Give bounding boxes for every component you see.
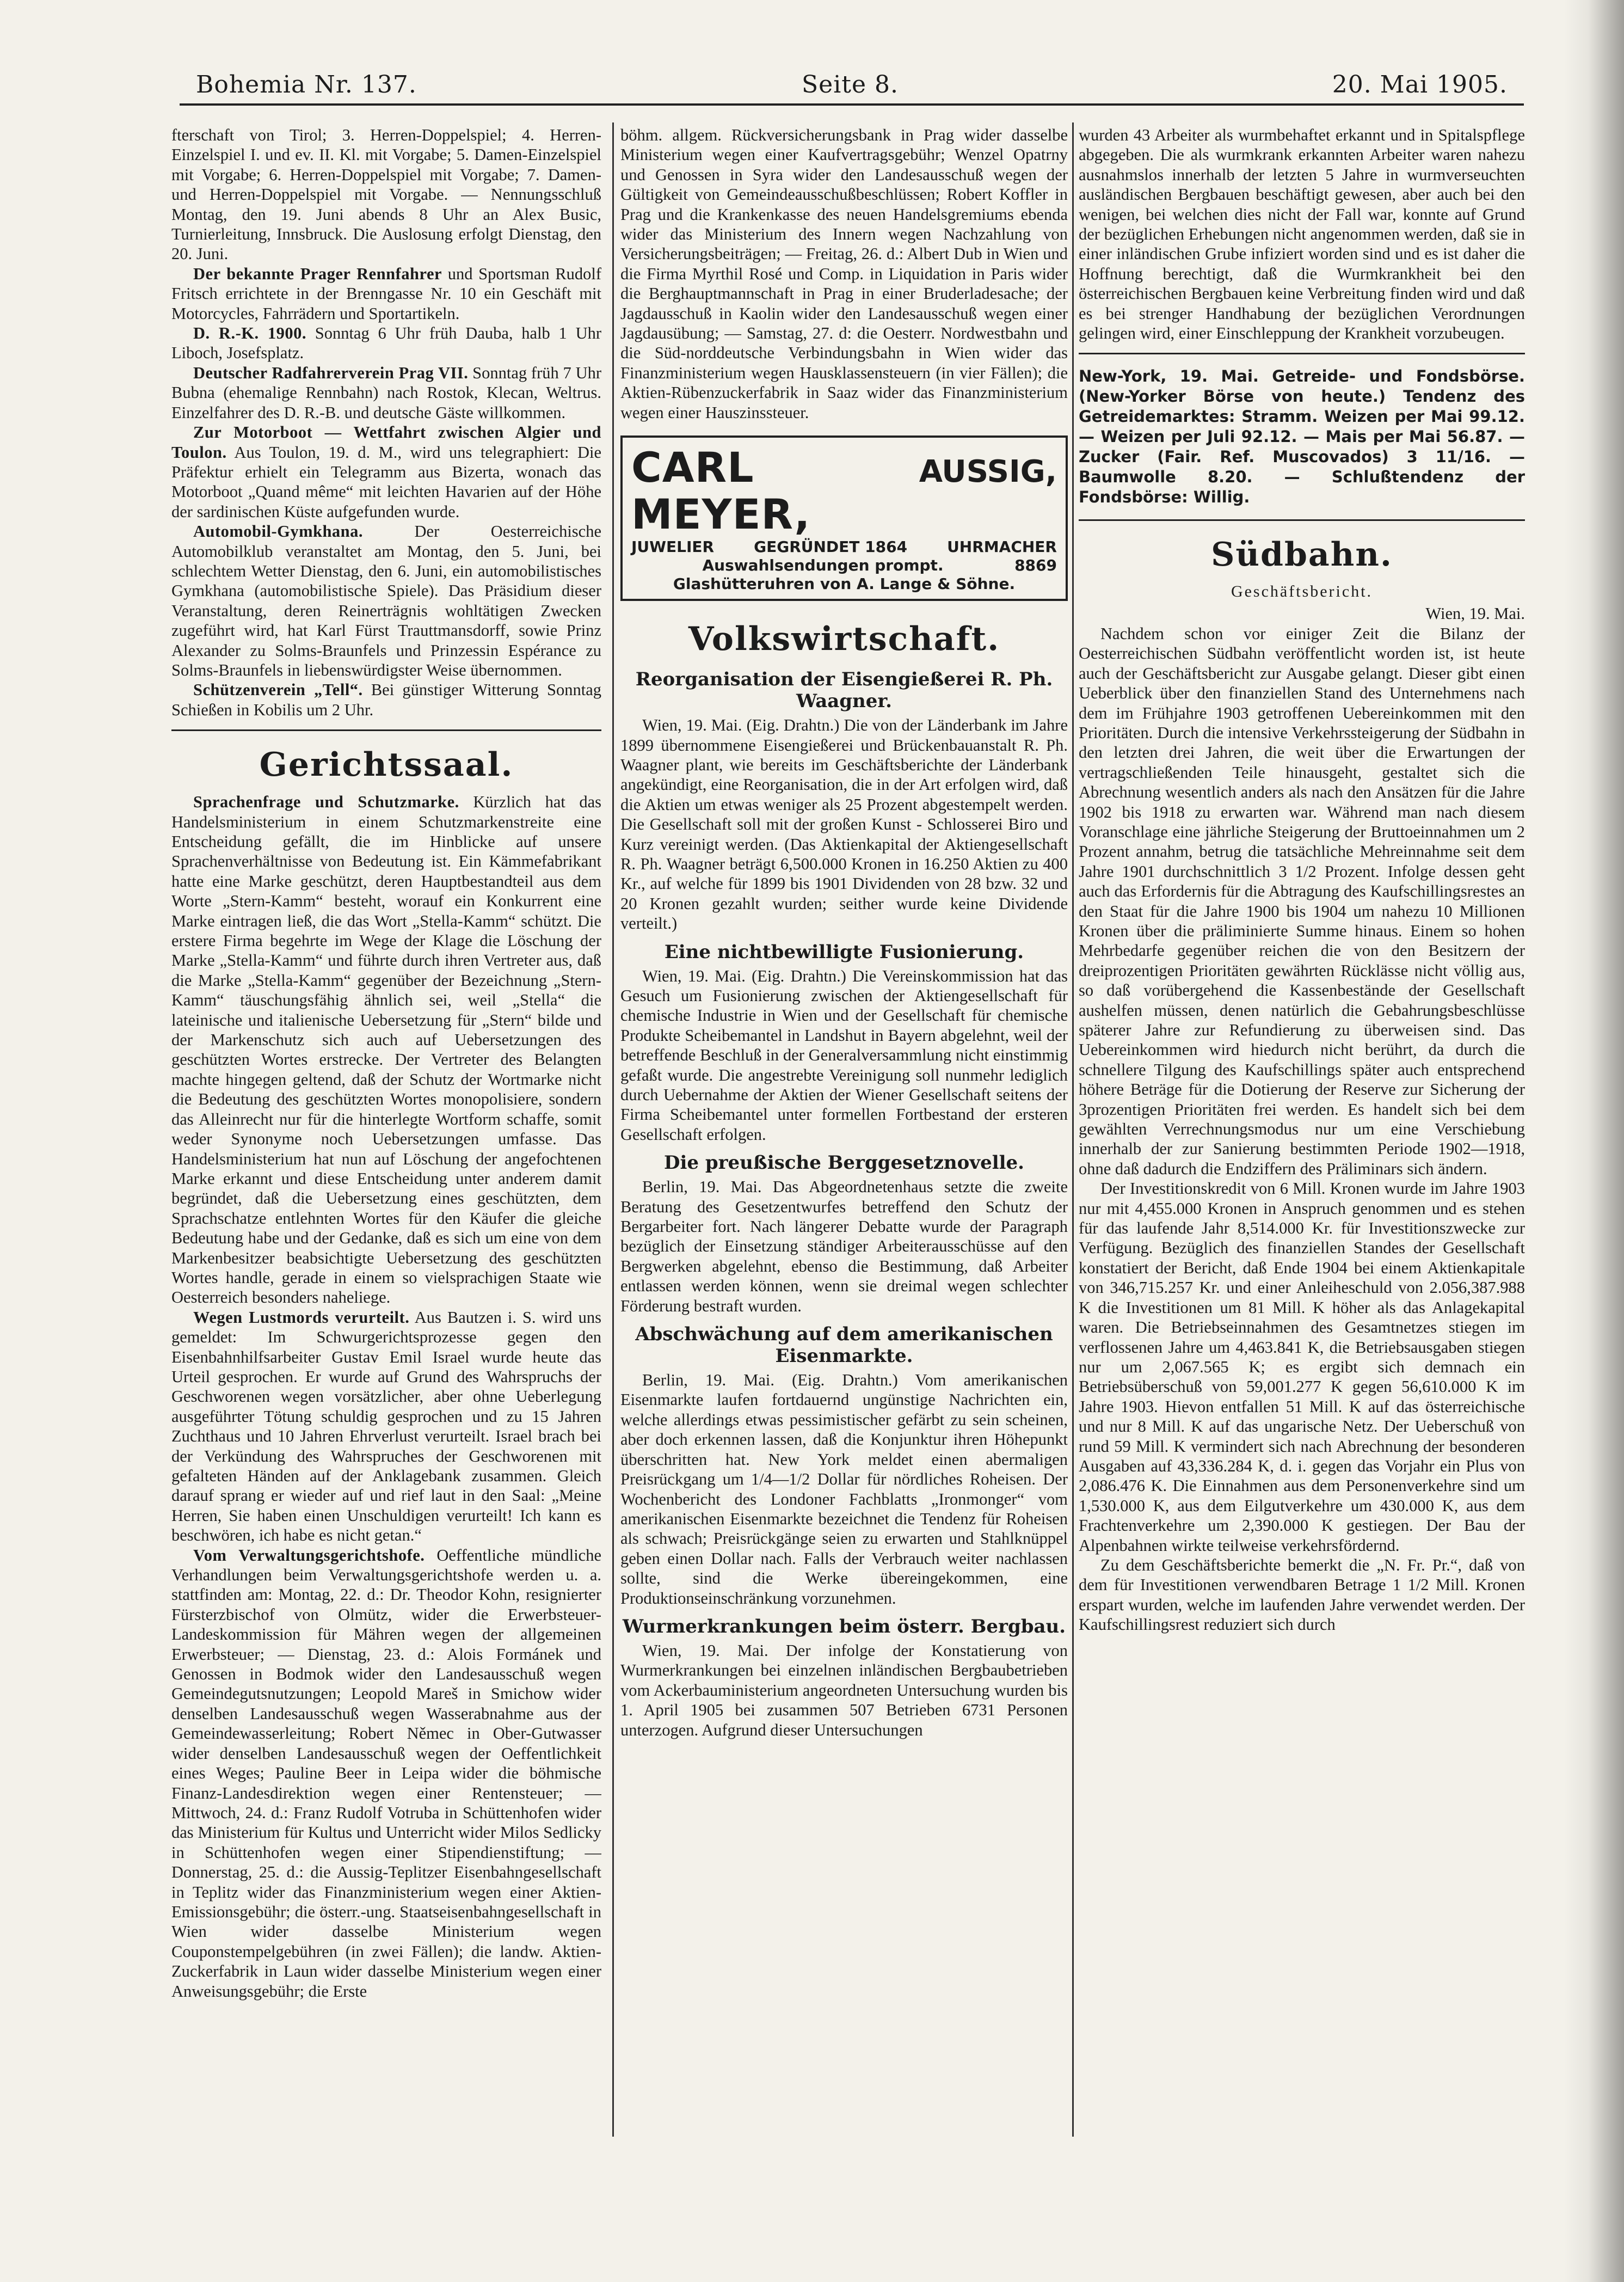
article-drk: [171, 323, 601, 363]
ad-trade-right: UHRMACHER: [947, 538, 1057, 556]
article-body: Sonntag früh 7 Uhr Bubna (ehemalige Rennbahn) nach Rostok, Klecan, Weltrus. Einzelfahrer des D. R.-B. und deutsche Gäste willkommen.: [171, 363, 601, 422]
ad-selection-line: Auswahlsendungen prompt.: [702, 556, 944, 575]
article-radfahrerverein: [171, 363, 601, 422]
article-gymkhana: [171, 522, 601, 680]
section-title-gerichtssaal: Gerichtssaal.: [259, 746, 514, 784]
article-body: Bei günstiger Witterung Sonntag Schießen in Kobilis um 2 Uhr.: [171, 680, 601, 719]
article-headline: Automobil-Gymkhana.: [193, 522, 364, 541]
headline-reorganisation: Reorganisation der Eisengießerei R. Ph. Waagner.: [635, 668, 1053, 713]
headline-wurmerkrankungen: Wurmerkrankungen beim österr. Bergbau.: [622, 1615, 1066, 1637]
article-headline: Sprachenfrage und Schutzmarke.: [193, 793, 459, 812]
article-sprachenfrage: [171, 792, 601, 1308]
ad-trade-left: JUWELIER: [631, 538, 715, 556]
headline-fusionierung: Eine nichtbewilligte Fusionierung.: [664, 941, 1024, 963]
article-verwaltungsgerichtshof: [171, 1545, 601, 2001]
article-headline: Vom Verwaltungsgerichtshofe.: [193, 1545, 425, 1565]
section-divider: [1079, 519, 1525, 521]
column-middle: [620, 125, 1068, 2134]
newspaper-issue: Bohemia Nr. 137.: [196, 71, 417, 99]
section-title-suedbahn: Südbahn.: [1211, 536, 1393, 574]
article-eisenmarkt: Berlin, 19. Mai. (Eig. Drahtn.) Vom amerikanischen Eisenmarkte laufen fortdauernd ungünstige Nachrichten ein, welche allerdings etwas pessimistischer gefärbt zu sein scheinen, aber doch erkennen lassen, daß die Konjunktur ihren Höhepunkt überschritten hat. New York meldet einen abermaligen Preisrückgang um 1/4—1/2 Dollar für nördliches Roheisen. Der Wochenbericht des Londoner Fachblatts „Ironmonger“ vom amerikanischen Eisenmarkte bezeichnet die Tendenz für Roheisen als schwach; Preisrückgänge seien zu erwarten und Stahlknüppel geben einen Dollar nach. Falls der Verbrauch weiter nachlassen sollte, sind die Werke übereingekommen, eine Produktionseinschränkung vorzunehmen.: [620, 1371, 1068, 1608]
article-body: und Sportsman Rudolf Fritsch errichtete in der Brenngasse Nr. 10 ein Geschäft mit Motorcycles, Fahrrädern und Sportartikeln.: [171, 264, 601, 323]
column-right: [1079, 125, 1525, 2134]
article-body: Aus Toulon, 19. d. M., wird uns telegraphiert: Die Präfektur erhielt ein Telegramm aus Bizerta, wonach das Motorboot „Quand même“ mit leichten Havarien auf der Höhe der sardinischen Küste aufgefunden wurde.: [171, 443, 601, 521]
article-headline: D. R.-K. 1900.: [193, 324, 306, 343]
article-motorboot: [171, 422, 601, 522]
article-schuetzenverein: [171, 680, 601, 720]
issue-date: 20. Mai 1905.: [1332, 71, 1508, 99]
ad-phone: 8869: [1014, 556, 1057, 575]
article-fusionierung: Wien, 19. Mai. (Eig. Drahtn.) Die Vereinskommission hat das Gesuch um Fusionierung zwischen der Aktiengesellschaft für chemische Industrie in Wien und der Gesellschaft für chemische Produkte Scheibemantel in Landshut in Bayern abgelehnt, weil der betreffende Beschluß in der Generalversammlung nicht einstimmig gefaßt wurde. Die angestrebte Vereinigung soll nunmehr lediglich durch Uebernahme der Aktien der Wiener Gesellschaft seitens der Firma Scheibemantel unter formellen Fortbestand der ersteren Gesellschaft erfolgen.: [620, 966, 1068, 1144]
article-body: Kürzlich hat das Handelsministerium in einem Schutzmarkenstreite eine Entscheidung gefällt, die im Hinblicke auf unsere Sprachenverhältnisse von Bedeutung ist. Ein Kämmefabrikant hatte eine Marke geschützt, deren Hauptbestandteil aus dem Worte „Stern-Kamm“ besteht, worauf ein Konkurrent eine Marke eintragen ließ, die das Wort „Stella-Kamm“ schützt. Die erstere Firma begehrte im Wege der Klage die Löschung der Marke „Stella-Kamm“ und führte durch ihren Vertreter aus, daß die Marke „Stella-Kamm“ gegenüber der Bezeichnung „Stern-Kamm“ täuschungsfähig ähnlich sei, weil „Stella“ die lateinische und italienische Uebersetzung für „Stern“ bilde und der Markenschutz sich auch auf Uebersetzungen des geschützten Wortes erstrecke. Der Vertreter des Belangten machte hingegen geltend, daß der Schutz der Wortmarke nicht die Bedeutung des geschützten Wortes monopolisiere, sondern das Alleinrecht nur für die hinterlegte Wortform schaffe, somit weder Synonyme noch Uebersetzungen umfasse. Das Handelsministerium hat nun auf Löschung der angefochtenen Marke erkannt und diese Entscheidung unter anderem damit begründet, daß die Uebersetzung eines geschützten, dem Sprachschatze entlehnten Wortes für den Käufer die gleiche Bedeutung habe und der Gedanke, daß es sich um eine von dem Markenbesitzer beabsichtigte Uebersetzung des geschützten Wortes handle, gerade in einem so vielsprachigen Staate wie Oesterreich besonders naheliege.: [171, 793, 601, 1307]
sports-tennis-item: fterschaft von Tirol; 3. Herren-Doppelspiel; 4. Herren-Einzelspiel I. und ev. II. Kl. mit Vorgabe; 5. Damen-Einzelspiel mit Vorgabe; 6. Herren-Doppelspiel mit Vorgabe; 7. Damen- und Herren-Doppelspiel mit Vorgabe. — Nennungsschluß Montag, den 19. Juni abends 8 Uhr an Alex Busic, Turnierleitung, Innsbruck. Die Auslosung erfolgt Dienstag, den 20. Juni.: [171, 126, 601, 263]
article-body: Aus Bautzen i. S. wird uns gemeldet: Im Schwurgerichtsprozesse gegen den Eisenbahnhilfsarbeiter Gustav Emil Israel wurde heute das Urteil gesprochen. Er wurde auf Grund des Wahrspruchs der Geschworenen wegen vorsätzlicher, aber ohne Ueberlegung ausgeführter Tötung schuldig gesprochen und zu 15 Jahren Zuchthaus und 10 Jahren Ehrverlust verurteilt. Israel brach bei der Verkündung des Wahrspruches der Geschworenen mit gefalteten Händen auf der Anklagebank zusammen. Gleich darauf sprang er wieder auf und rief laut in den Saal: „Meine Herren, Sie haben einen Unschuldigen verurteilt! Ich kann es beschwören, ich habe es nicht getan.“: [171, 1308, 601, 1545]
dateline: Wien, 19. Mai.: [1425, 604, 1525, 623]
article-body: Oeffentliche mündliche Verhandlungen beim Verwaltungsgerichtshofe werden u. a. stattfinden am: Montag, 22. d.: Dr. Theodor Kohn, resignierter Fürsterzbischof von Olmütz, wider die Erwerbsteuer-Landeskommission für Mähren wegen der allgemeinen Erwerbsteuer; — Dienstag, 23. d.: Alois Formánek und Genossen in Bodmok wider den Landesausschuß wegen Gemeindegutsnutzungen; Leopold Mareš in Smichow wider denselben Landesausschuß wegen Wasserabnahme aus der Gemeindewasserleitung; Robert Němec in Ober-Gutwasser wider denselben Landesausschuß wegen der Oeffentlichkeit eines Weges; Pauline Beer in Leipa wider die böhmische Finanz-Landesdirektion wegen einer Rentensteuer; — Mittwoch, 24. d.: Franz Rudolf Votruba in Schüttenhofen wider das Ministerium für Kultus und Unterricht wider Milos Sedlicky in Schüttenhofen wegen einer Stipendienstiftung; — Donnerstag, 25. d.: die Aussig-Teplitzer Eisenbahngesellschaft in Teplitz wider das Finanzministerium wegen einer Aktien-Emissionsgebühr; die österr.-ung. Staatseisenbahngesellschaft in Wien wider dasselbe Ministerium wegen Couponstempelgebühren (in zwei Fällen); die landw. Aktien-Zuckerfabrik in Laun wider dasselbe Ministerium wegen einer Anweisungsgebühr; die Erste: [171, 1545, 601, 2001]
wurm-continuation: wurden 43 Arbeiter als wurmbehaftet erkannt und in Spitalspflege abgegeben. Die als wurmkrank erkannten Arbeiter waren nahezu ausnahmslos innerhalb der letzten 5 Jahre in wurmverseuchten ausländischen Bergbauen beschäftigt gewesen, aber auch bei den wenigen, bei welchen dies nicht der Fall war, konnte auf Grund der bezüglichen Erhebungen nicht angenommen werden, daß sie in einer inländischen Grube infiziert worden sind und es ist daher die Hoffnung berechtigt, daß die Wurmkrankheit bei den österreichischen Bergbauen keine Verbreitung finden wird und daß es bei strenger Handhabung der bezüglichen Verordnungen gelingen wird, einer Einschleppung der Krankheit vorzubeugen.: [1079, 126, 1525, 343]
article-investitionskredit: Der Investitionskredit von 6 Mill. Kronen wurde im Jahre 1903 nur mit 4,455.000 Kronen in Anspruch genommen und es stehen für das laufende Jahr 8,514.000 Kr. für Investitionszwecke zur Verfügung. Bezüglich des finanziellen Standes der Gesellschaft konstatiert der Bericht, daß Ende 1904 bei einem Aktienkapitale von 346,715.257 Kr. und einer Anleiheschuld von 2.056,387.988 K die Investitionen um 81 Mill. K höher als das Anlagekapital waren. Die Betriebseinnahmen des Gesamtnetzes stiegen im verflossenen Jahre um 4,463.841 K, die Betriebsausgaben stiegen nur um 2,067.565 K; es ergibt sich demnach ein Betriebsüberschuß von 59,001.277 K gegen 56,610.000 K im Jahre 1903. Hievon entfallen 51 Mill. K auf das österreichische und nur 8 Mill. K auf das ungarische Netz. Der Ueberschuß von rund 59 Mill. K vermindert sich nach Abrechnung der besonderen Ausgaben auf 43,336.284 K, d. i. gegen das Vorjahr ein Plus von 2,086.476 K. Die Einnahmen aus dem Personenverkehre sind um 1,530.000 K, aus dem Eilgutverkehre um 430.000 K, aus dem Frachtenverkehre um 2,390.000 K gestiegen. Der Bau der Alpenbahnen wirkte teilweise verkehrsfördernd.: [1079, 1179, 1525, 1555]
page-edge-shadow: [1564, 0, 1624, 2282]
ad-town: AUSSIG,: [919, 454, 1057, 490]
section-divider: [1079, 353, 1525, 354]
ad-company-name: CARL MEYER,: [631, 443, 811, 539]
article-nfp-note: Zu dem Geschäftsberichte bemerkt die „N. Fr. Pr.“, daß von dem für Investitionen verwendbaren Betrage 1 1/2 Mill. Kronen erspart wurden, welche im laufenden Jahre verwendet werden. Der Kaufschillingsrest reduziert sich durch: [1079, 1555, 1525, 1634]
article-berggesetznovelle: Berlin, 19. Mai. Das Abgeordnetenhaus setzte die zweite Beratung des Gesetzentwurfes betreffend den Schutz der Bergarbeiter fort. Nach längerer Debatte wurde der Paragraph bezüglich der Einsetzung ständiger Arbeiterausschüsse auf den Bergwerken abgelehnt, ebenso die Bestimmung, daß Arbeiter entlassen werden können, wenn sie dreimal wegen schlechter Förderung bestraft wurden.: [620, 1177, 1068, 1315]
page-number: Seite 8.: [802, 71, 899, 99]
article-body: Der Oesterreichische Automobilklub veranstaltet am Montag, den 5. Juni, bei schlechtem Wetter Dienstag, den 6. Juni, ein automobilistisches Gymkhana (automobilistische Spiele). Das Präsidium dieser Veranstaltung, deren Reinerträgnis wohltätigen Zwecken zugeführt wird, hat Karl Fürst Trauttmansdorff, sowie Prinz Alexander zu Solms-Braunfels und Prinzessin Espérance zu Solms-Braunfels in liebenswürdigster Weise übernommen.: [171, 522, 601, 679]
article-headline: Schützenverein „Tell“.: [193, 680, 363, 700]
article-headline: Wegen Lustmords verurteilt.: [193, 1308, 410, 1327]
article-wurmerkrankungen: Wien, 19. Mai. Der infolge der Konstatierung von Wurmerkrankungen bei einzelnen inländischen Bergbaubetrieben vom Ackerbauministerium angeordneten Untersuchung wurden bis 1. April 1905 bei zusammen 507 Betrieben 6731 Personen unterzogen. Aufgrund dieser Untersuchungen: [620, 1641, 1068, 1739]
column-rule-1: [612, 122, 614, 2137]
article-headline: Deutscher Radfahrerverein Prag VII.: [193, 363, 469, 382]
article-headline: Der bekannte Prager Rennfahrer: [193, 264, 442, 283]
section-title-volkswirtschaft: Volkswirtschaft.: [688, 620, 1000, 659]
headline-berggesetznovelle: Die preußische Berggesetznovelle.: [663, 1152, 1025, 1174]
ad-watch-line: Glashütteruhren von A. Lange & Söhne.: [673, 575, 1016, 593]
article-rennfahrer: [171, 264, 601, 323]
article-body: Sonntag 6 Uhr früh Dauba, halb 1 Uhr Liboch, Josefsplatz.: [171, 324, 601, 363]
page-header: [180, 65, 1524, 106]
column-rule-2: [1072, 122, 1074, 2137]
advertisement-carl-meyer: [620, 435, 1068, 601]
verwaltung-continuation: böhm. allgem. Rückversicherungsbank in Prag wider dasselbe Ministerium wegen einer Kaufvertragsgebühr; Wenzel Opatrny und Genossen in Syra wider den Landesausschuß wegen der Gültigkeit von Gemeindeausschußbeschlüssen; Robert Koffler in Prag und die Krankenkasse des neuen Handelsgremiums ebenda wider das Ministerium des Innern wegen Nachzahlung von Versicherungsbeiträgen; — Freitag, 26. d.: Albert Dub in Wien und die Firma Myrthil Rosé und Comp. in Liquidation in Paris wider die Berghauptmannschaft in Prag in einer Bruderladesache; der Jagdausschuß in Kaolin wider den Landesausschuß wegen einer Jagdausübung; — Samstag, 27. d: die Oesterr. Nordwestbahn und die Süd-norddeutsche Verbindungsbahn in Wien wider das Finanzministerium wegen Hausklassensteuern (in vier Fällen); die Aktien-Rübenzuckerfabrik in Saaz wider das Finanzministerium wegen einer Hauszinssteuer.: [620, 126, 1068, 422]
article-headline: Zur Motorboot — Wettfahrt zwischen Algier und Toulon.: [171, 423, 601, 462]
article-lustmord: [171, 1308, 601, 1545]
ad-founded: GEGRÜNDET 1864: [754, 538, 908, 556]
market-report-new-york: New-York, 19. Mai. Getreide- und Fondsbörse. (New-Yorker Börse von heute.) Tendenz des Getreidemarktes: Stramm. Weizen per Mai 99.12. — Weizen per Juli 92.12. — Mais per Mai 56.87. — Zucker (Fair. Ref. Muscovados) 3 11/16. — Baumwolle 8.20. — Schlußtendenz der Fondsbörse: Willig.: [1079, 367, 1525, 507]
subtitle-geschaeftsbericht: Geschäftsbericht.: [1231, 582, 1373, 601]
headline-eisenmarkt: Abschwächung auf dem amerikanischen Eisenmarkte.: [635, 1323, 1053, 1367]
column-left: [171, 125, 601, 2134]
section-divider: [171, 729, 601, 731]
article-suedbahn: Nachdem schon vor einiger Zeit die Bilanz der Oesterreichischen Südbahn veröffentlicht worden ist, ist heute auch der Geschäftsbericht zur Ausgabe gelangt. Dieser gibt einen Ueberblick über den finanziellen Stand des Unternehmens nach dem im Frühjahre 1903 getroffenen Uebereinkommen mit den Prioritäten. Durch die intensive Verkehrssteigerung der Südbahn in den letzten drei Jahren, die weit über die Erwartungen der vertragschließenden Teile hinausgeht, gestaltet sich die Abrechnung wesentlich anders als nach den Ansätzen für die Jahre 1902 bis 1918 zu erwarten war. Während man nach diesem Voranschlage eine jährliche Steigerung der Bruttoeinnahmen um 2 Prozent annahm, betrug die tatsächliche Mehreinnahme seit dem Jahre 1901 durchschnittlich 3 1/2 Prozent. Infolge dessen geht auch das Erfordernis für die Abtragung des Kaufschillingsrestes an den Staat für die Jahre 1900 bis 1904 um nahezu 10 Millionen Kronen über die präliminierte Summe hinaus. Einem so hohen Mehrbedarfe gegenüber reichen die von den Besitzern der dreiprozentigen Prioritäten gewährten Rücklässe nicht völlig aus, so daß vorübergehend die Kassenbestände der Gesellschaft aushelfen müssen, denen natürlich die Gebahrungsbeschlüsse späterer Jahre zur Refundierung zu überweisen sind. Das Uebereinkommen wird hiedurch nicht berührt, da durch die schnellere Tilgung des Kaufschillings später auch entsprechend höhere Beträge für die Dotierung der Reserve zur Sicherung der 3prozentigen Prioritäten frei werden. Es handelt sich bei dem gewählten Verrechnungsmodus nur um eine Verschiebung innerhalb der zur Sanierung bestimmten Periode 1902—1918, ohne daß dadurch die Endziffern des Präliminars sich ändern.: [1079, 624, 1525, 1178]
article-reorganisation: Wien, 19. Mai. (Eig. Drahtn.) Die von der Länderbank im Jahre 1899 übernommene Eisengießerei und Brückenbauanstalt R. Ph. Waagner plant, wie bereits im Geschäftsberichte der Länderbank angekündigt, eine Reorganisation, die in der Art erfolgen wird, daß die Aktien um etwas weniger als 25 Prozent abgestempelt werden. Die Gesellschaft soll mit der großen Kunst - Schlosserei Biro und Kurz vereinigt werden. (Das Aktienkapital der Aktiengesellschaft R. Ph. Waagner beträgt 6,500.000 Kronen in 16.250 Aktien zu 400 Kr., auf welche für 1899 bis 1901 Dividenden von 28 bzw. 32 und 20 Kronen gezahlt wurden; seither wurde keine Dividende verteilt.): [620, 716, 1068, 933]
